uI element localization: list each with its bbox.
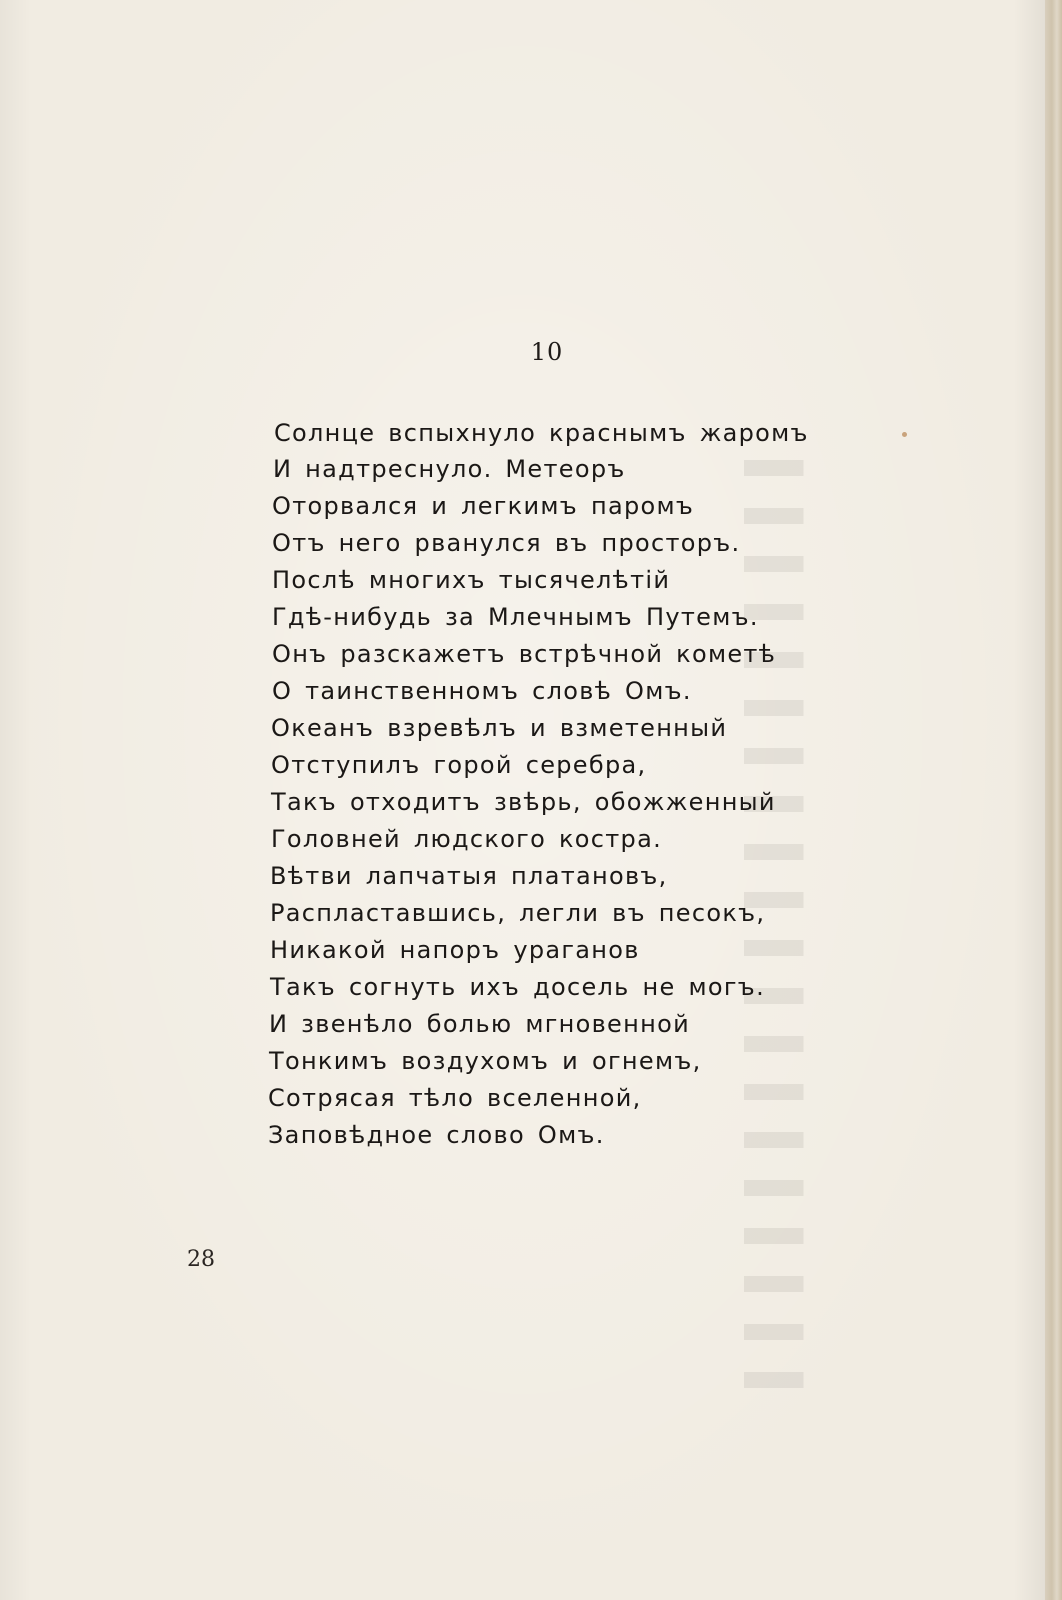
- poem-line: Океанъ взревѣлъ и взметенный: [271, 714, 728, 742]
- page-number: 28: [187, 1247, 215, 1272]
- poem-line: Оторвался и легкимъ паромъ: [272, 492, 695, 520]
- poem-line: Такъ отходитъ звѣрь, обожженный: [271, 788, 776, 816]
- poem-line: Отъ него рванулся въ просторъ.: [272, 529, 741, 557]
- paper-speck: [902, 432, 907, 437]
- poem-line: Такъ согнуть ихъ досель не могъ.: [270, 973, 765, 1001]
- poem-line: Онъ разскажетъ встрѣчной кометѣ: [272, 640, 777, 668]
- poem-line: Гдѣ-нибудь за Млечнымъ Путемъ.: [272, 603, 759, 631]
- poem-line: Распластавшись, легли въ песокъ,: [270, 899, 766, 927]
- poem-line: Солнце вспыхнуло краснымъ жаромъ: [274, 419, 809, 447]
- poem-line: Никакой напоръ ураганов: [270, 936, 640, 964]
- poem-number: 10: [530, 338, 564, 366]
- poem-line: Тонкимъ воздухомъ и огнемъ,: [269, 1047, 702, 1075]
- poem-line: И надтреснуло. Метеоръ: [273, 455, 626, 483]
- poem-line: Вѣтви лапчатыя платановъ,: [270, 862, 668, 890]
- poem-line: О таинственномъ словѣ Омъ.: [272, 677, 692, 705]
- poem-line: Послѣ многихъ тысячелѣтій: [272, 566, 671, 594]
- poem-line: И звенѣло болью мгновенной: [269, 1010, 690, 1038]
- poem-line: Сотрясая тѣло вселенной,: [268, 1084, 642, 1112]
- page-edge: [1045, 0, 1062, 1600]
- poem-line: Головней людского костра.: [271, 825, 663, 853]
- poem-line: Заповѣдное слово Омъ.: [268, 1121, 605, 1149]
- poem-line: Отступилъ горой серебра,: [271, 751, 647, 779]
